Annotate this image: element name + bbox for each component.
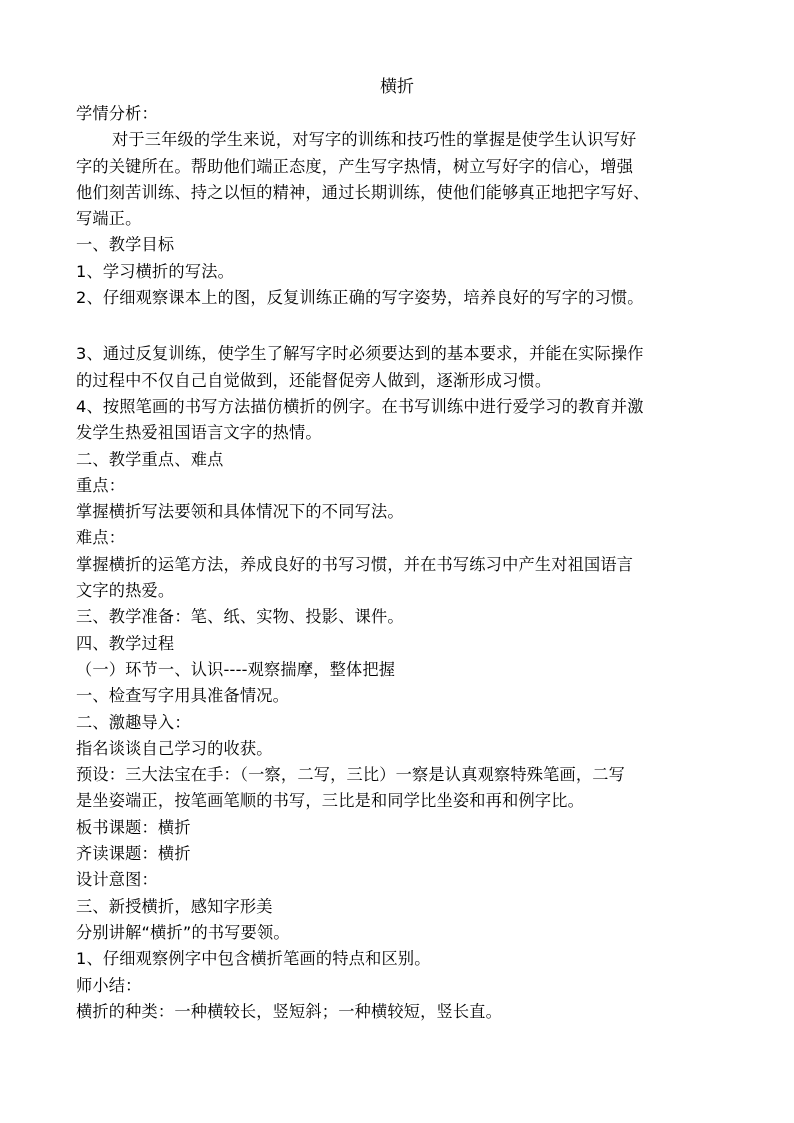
text-line: 三、新授横折，感知字形美 — [76, 896, 273, 916]
text-line: 板书课题：横折 — [76, 817, 191, 837]
text-line: 掌握横折的运笔方法，养成良好的书写习惯，并在书写练习中产生对祖国语言 — [76, 554, 634, 574]
text-line: 指名谈谈自己学习的收获。 — [76, 738, 273, 758]
text-line: 他们刻苦训练、持之以恒的精神，通过长期训练，使他们能够真正地把字写好、 — [76, 182, 650, 202]
text-line: 二、教学重点、难点 — [76, 449, 224, 469]
text-line: 分别讲解“横折”的书写要领。 — [76, 922, 290, 942]
text-line: 1、仔细观察例字中包含横折笔画的特点和区别。 — [76, 949, 431, 969]
text-line: 4、按照笔画的书写方法描仿横折的例字。在书写训练中进行爱学习的教育并激 — [76, 396, 644, 416]
text-line: 发学生热爱祖国语言文字的热情。 — [76, 423, 322, 443]
text-line: 学情分析： — [76, 104, 158, 123]
text-line: 的过程中不仅自己自觉做到，还能督促旁人做到，逐渐形成习惯。 — [76, 370, 552, 390]
text-line: 一、检查写字用具准备情况。 — [76, 686, 290, 706]
text-line: 写端正。 — [76, 209, 142, 229]
text-line: 预设：三大法宝在手：（一察，二写，三比）一察是认真观察特殊笔画，二写 — [76, 765, 626, 785]
text-line: 是坐姿端正，按笔画笔顺的书写，三比是和同学比坐姿和再和例字比。 — [76, 791, 585, 811]
text-line: （一）环节一、认识----观察揣摩，整体把握 — [76, 659, 396, 679]
text-line: 掌握横折写法要领和具体情况下的不同写法。 — [76, 502, 404, 522]
text-line: 3、通过反复训练，使学生了解写字时必须要达到的基本要求，并能在实际操作 — [76, 344, 644, 364]
document-title: 横折 — [380, 77, 414, 97]
text-line: 文字的热爱。 — [76, 581, 175, 601]
text-line: 师小结： — [76, 975, 142, 995]
text-line: 设计意图： — [76, 870, 158, 890]
text-line: 二、激趣导入： — [76, 712, 191, 732]
text-line: 字的关键所在。帮助他们端正态度，产生写字热情，树立写好字的信心，增强 — [76, 156, 634, 176]
text-line: 横折的种类：一种横较长，竖短斜；一种横较短，竖长直。 — [76, 1001, 503, 1021]
document-body — [76, 101, 736, 1025]
text-line: 重点： — [76, 475, 126, 495]
text-line: 一、教学目标 — [76, 235, 175, 255]
blank-line — [76, 311, 736, 341]
text-line: 1、学习横折的写法。 — [76, 261, 234, 281]
text-line: 齐读课题：横折 — [76, 844, 191, 864]
text-line: 难点： — [76, 528, 126, 548]
text-line: 三、教学准备：笔、纸、实物、投影、课件。 — [76, 607, 404, 627]
text-line: 四、教学过程 — [76, 633, 175, 653]
text-line: 2、仔细观察课本上的图，反复训练正确的写字姿势，培养良好的写字的习惯。 — [76, 288, 644, 308]
text-line: 对于三年级的学生来说，对写字的训练和技巧性的掌握是使学生认识写好 — [112, 130, 637, 150]
